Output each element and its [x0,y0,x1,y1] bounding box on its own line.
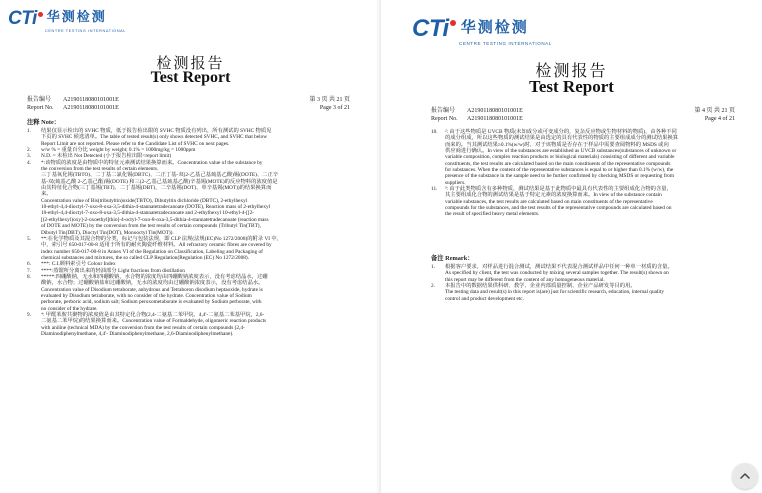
note-line: ³: 由于此类物质含有多种物质，测试结果是基于此物质中最具有代表性的主要组成化合物的含量， [445,186,672,193]
note-line: of DOTE and MOTE) by the conversion from the test results of certain compounds (Tributyl Tin(TBT), [41,223,261,230]
page-indicator-en: Page 3 of 21 [319,104,350,111]
note-line: [(2-ethylhexyl)oxy]-2-oxoethyl]thio]-4-octyl-7-oxo-8-oxa-3,5-dithia-4-stannatetradecanoate (reaction mass [41,216,269,223]
cti-logo [412,17,552,46]
cti-logo [8,9,126,33]
note-line: N.D. = 未检出 Not Detected (小于报告检出限<report limit) [41,153,172,160]
note-line: with aniline (technical MDA) by the conversion from the test results of certain compounds (2,4- [41,324,245,331]
note-number: 2. [27,147,31,154]
note-line: Dibutyl Tin(DBT), Dioctyl Tin(DOT), Monooctyl Tin(MOT)). [41,229,174,236]
note-line: 根据客户要求，对样品进行混合测试，测试结果不代表混合测试样品中任何一种单一材质的含量。 [445,264,673,270]
note-line: 10-ethyl-4,4-dioctyl-7-oxo-8-oxa-3,5-dithia-4-stannatetradecanoate (DOTE), Reaction mass of 2-ethylhexyl [41,204,271,211]
note-line: index number 650-017-00-8 in Annex VI of the Regulation on Classification, Labeling and Packaging of [41,248,263,255]
title-chinese: 检测报告 [156,54,225,72]
note-text [445,283,664,302]
report-number-label-en: Report No. [431,115,458,122]
logo-chinese-name: 华测检测 [460,18,529,36]
note-item [431,283,741,302]
note-line: variable substances, the test results are calculated based on main constituents of the representative [445,198,653,205]
logo-chinese-name: 华测检测 [46,10,107,25]
note-number: 5. [27,235,31,242]
report-number: A2190118080101001E [63,97,119,103]
note-text [41,160,278,236]
note-line: no consider of the hydrate. [41,305,98,312]
note-line: chemical substances and mixtures, the so called CLP Regulation(Regulation (EC) No 1272/2008). [41,254,249,261]
report-number: A2190118080101001E [467,115,523,122]
note-line: Concentration value of Bis(tributyltin)oxide(TBTO), Dibutyltin dichloride (DBTC), 2-ethylhexyl [41,197,248,204]
note-item [431,186,741,218]
note-number: 11. [431,186,438,193]
note-item [27,312,357,337]
note-line: presence of the substance in the sample need to be further confirmed by checking MSDS or requesting from [445,173,675,180]
note-line: the conversion from the test results of certain elements. [41,166,159,173]
remarks-heading: 备注 Remark： [431,255,474,262]
report-number-label-cn: 报告编号 [431,108,456,114]
note-item [27,236,357,261]
note-line: The testing data and result(s) in this report is(are) just for scientific research, education, internal quality [445,289,665,296]
note-number: 2. [431,283,435,290]
note-line: suppliers. [445,179,466,186]
note-line: *****:四硼酸钠，无水和四硼酸钠，水合物的浓度均由四硼酸钠浓度表示，没有考虑结晶水，过硼 [41,273,268,280]
note-line: w/w % = 重量百分比 weight by weight; 0.1% = 1000mg/kg = 1000ppm [41,147,196,154]
report-number-label-en: Report No. [27,104,54,111]
notes-list [431,129,741,218]
note-line: variable composition, complex reaction products or biological materials) consisting of different and variable [445,154,675,161]
note-line: 下页的 SVHC 候选清单。The table of tested result(s) only shows detected SVHC, and SVHC that below [41,134,268,141]
note-line: ****:蒸馏所分离出来的轻油部分 Light fractions from distillation [41,267,185,274]
logo-mark: CTi [8,8,37,29]
note-number: 10. [431,129,438,135]
note-line: evaluated by Disodium tetraborate, with no consider of the hydrate. Concentration value of Sodium [41,292,252,299]
note-number: 1. [431,264,435,270]
note-line: compounds for the substances, and the test results of the representative compounds are calculated based on [445,205,672,212]
note-number: 4. [27,159,31,166]
note-line: 其主要组成化合物的测试结果是基于特定元素的浓度换算而来。In view of the substance contain [445,192,662,199]
note-text [445,264,673,283]
report-number: A2190118080101001E [467,108,523,114]
title-english: Test Report [150,69,231,86]
note-line: 由其特征化合物(三丁基锡(TBT)、二丁基锡(DBT)、二辛基锡(DOT)、单辛基锡(MOT))的结果换算而 [41,185,272,192]
note-line: 供应商进行确认。In view of the substances are established as UVCB substances(substances of unknown or [445,148,677,155]
report-meta [431,108,735,123]
title-english: Test Report [529,77,614,96]
note-line: 二氨基二苯甲烷)的结果换算而来。Concentration value of Formaldehyde, oligomeric reaction products [41,318,267,325]
note-text [41,128,271,147]
note-line: 基-双(巯基乙酸 2-乙基己酯)锡(DOTE) 和三(2-乙基己基巯基乙酸)辛基锡(MOTE)的反应物料的浓度值是 [41,178,278,185]
title-chinese: 检测报告 [535,61,608,80]
note-text [445,186,672,218]
note-line: As specified by client, the test was conducted by mixing several samples together. The result(s) shown on [445,270,669,277]
report-meta [27,97,350,112]
note-line: Diaminodiphenylmethane, 4,4'- Diaminodiphenylmethane, 2,6-Diaminodiphenylmethane). [41,331,234,337]
logo-english-name: CENTRE TESTING INTERNATIONAL [45,29,127,33]
note-line: 而来的。当其测试结果≥0.1%(w/w)时，对于该物质是否存在于样品中需要查阅物料的 MSDS 或向 [445,141,669,148]
note-text [445,129,678,186]
note-number: 6. [27,261,31,268]
remarks-list [431,264,741,302]
note-line: ⁴: 甲醛苯胺共聚物的浓度值是由其特定化合物(2,4-二氨基二苯甲烷、4,4'-二氨基二苯基甲烷，2,6- [41,311,265,318]
page-indicator-cn: 第 4 页 共 21 页 [694,108,735,114]
notes-list [27,128,357,337]
note-line: 中，索引号 650-017-00-8 适用于所有的耐火陶瓷纤维材料。All refractory ceramic fibres are covered by [41,242,272,249]
logo-dot-icon [38,12,43,17]
note-number: 8. [27,273,31,280]
report-number: A2190118080101001E [63,104,119,111]
note-text [41,236,278,261]
note-item [27,274,357,312]
note-number: 7. [27,267,31,274]
note-line: 10-ethyl-4,4-dioctyl-7-oxo-8-oxa-3,5-dithia-4-stannatetradecanoate and 2-ethylhexyl 10-ethyl-4-[[2- [41,210,255,217]
page-indicator-cn: 第 3 页 共 21 页 [309,97,350,103]
logo-english-name: CENTRE TESTING INTERNATIONAL [459,41,552,46]
note-item [27,160,357,236]
note-line: control and product development etc. [445,295,524,302]
note-text [41,312,266,337]
note-line: ***: C.I.颜料索引号 Colour Index [41,261,116,268]
note-number: 9. [27,311,31,318]
logo-dot-icon [450,20,456,26]
note-line: *:该物质的浓度是由物质中的特征元素测试结果换算而来。Concentration value of the substance by [41,159,263,166]
note-line: constituents, the test results are calculated based on the main constituents of the representative compounds [445,160,671,167]
note-line: perborate, perboric acid, sodium salt; Sodium peroxometaborate is evaluated by Sodium perborate, with [41,299,262,306]
note-line: the result of specified heavy metal elements. [445,211,540,218]
note-line: 酸钠，水合物；过硼酸钠盐和过硼酸钠，无水的浓度均由过硼酸钠浓度表示，没有考虑结晶水。 [41,280,264,287]
note-line: for substances. When the content of the representative substances is equal to or higher than 0.1% (w/w), the [445,167,674,174]
page-indicator-en: Page 4 of 21 [704,115,735,122]
note-line: 的成分组成，所以这些物质的测试结果是由选定的具有代表性的物质的主要组成成分的测试结果换算 [445,135,679,142]
note-line: Report Limit are not reported. Please refer to the Candidate List of SVHC on next pages. [41,140,230,147]
logo-mark: CTi [412,15,449,42]
note-line: 三丁基氧化锡(TBTO)、二丁基二氯化锡(DBTC)、二正丁基-双(2-乙基己基巯基乙酸)锡(DOTE)、二正辛 [41,172,279,179]
note-item [431,264,741,283]
report-page-4 [381,0,762,493]
note-number: 1. [27,128,31,134]
chevron-up-icon [739,470,751,482]
note-item [431,129,741,186]
note-line: ²: 由于这些物质是 UVCB 物质(未知成分或可变成分的，复杂反应物或生物材料的物质)，由各种不同 [445,129,677,135]
report-number-label-cn: 报告编号 [27,97,52,103]
notes-heading: 注释 Note： [27,119,61,126]
note-text [41,274,268,312]
note-line: this report may be different from the content of any homogeneous material. [445,276,605,283]
note-item [27,128,357,147]
note-line: **:在化学物质及其混合物的分类，标记与包装法规，即 CLP 法规(法规(EC)No 1272/2008)的附录 VI 中, [41,235,278,242]
scroll-to-top-button[interactable] [732,463,758,489]
note-line: 本报告中的数据结果供科研、教学、企业内部质量控制、企业产品研发等目的用。 [445,283,636,290]
note-line: 来。 [41,191,52,198]
note-line: Concentration value of Disodium tetraborate, anhydrous and Tetraboron disodium heptaoxide, hydrate is [41,286,263,293]
note-line: 结果仅显示检出的 SVHC 物质，低于报告检出限的 SVHC 物质没有列出，所有测试的 SVHC 物质见 [41,128,272,134]
note-number: 3. [27,153,31,160]
